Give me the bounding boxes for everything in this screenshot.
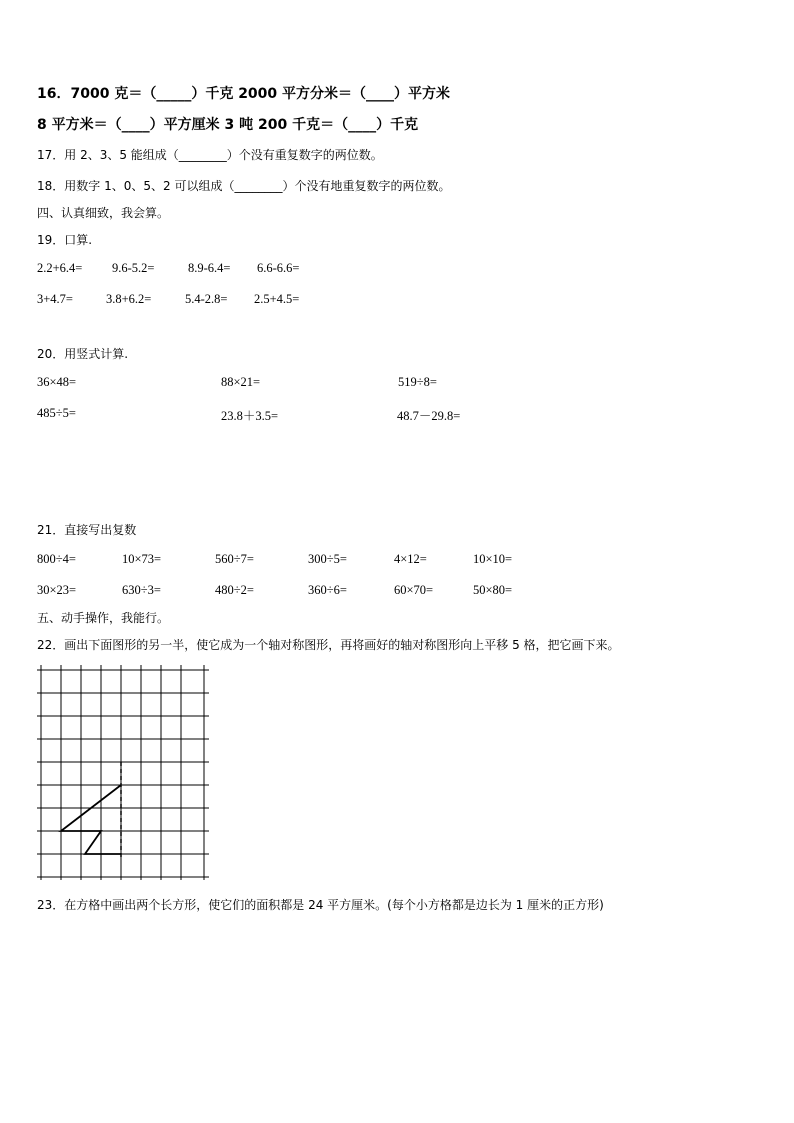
- q21-item: 800÷4=: [37, 552, 76, 566]
- q20-item: 23.8＋3.5=: [221, 409, 279, 423]
- q20-item: 48.7－29.8=: [397, 409, 461, 423]
- q16-line2: 8 平方米＝（____）平方厘米 3 吨 200 千克＝（____）千克: [37, 117, 419, 133]
- q17: 17．用 2、3、5 能组成（________）个没有重复数字的两位数。: [37, 148, 383, 162]
- q21-item: 60×70=: [394, 583, 434, 597]
- q20-title: 20．用竖式计算.: [37, 347, 129, 361]
- q19-title: 19．口算.: [37, 233, 93, 247]
- q21-item: 480÷2=: [215, 583, 254, 597]
- q20-item: 519÷8=: [398, 375, 437, 389]
- q19-item: 3.8+6.2=: [106, 292, 152, 306]
- q21-item: 30×23=: [37, 583, 77, 597]
- grid-svg: [37, 665, 209, 881]
- q19-item: 8.9-6.4=: [188, 261, 231, 275]
- q16-line1: 16．7000 克＝（_____）千克 2000 平方分米＝（____）平方米: [37, 86, 451, 102]
- q21-item: 50×80=: [473, 583, 513, 597]
- q19-item: 5.4-2.8=: [185, 292, 228, 306]
- drawing-grid[interactable]: [37, 665, 209, 885]
- q19-item: 2.5+4.5=: [254, 292, 300, 306]
- q23: 23．在方格中画出两个长方形，使它们的面积都是 24 平方厘米。(每个小方格都是边长为 1 厘米的正方形): [37, 898, 604, 912]
- q21-title: 21．直接写出复数: [37, 523, 137, 537]
- section4-heading: 四、认真细致，我会算。: [37, 206, 170, 220]
- half-figure: [61, 785, 121, 854]
- q22: 22．画出下面图形的另一半，使它成为一个轴对称图形，再将画好的轴对称图形向上平移 5 格，把它画下来。: [37, 638, 620, 652]
- q19-item: 9.6-5.2=: [112, 261, 155, 275]
- q21-item: 4×12=: [394, 552, 427, 566]
- q19-item: 2.2+6.4=: [37, 261, 83, 275]
- q21-item: 300÷5=: [308, 552, 347, 566]
- q19-item: 6.6-6.6=: [257, 261, 300, 275]
- q21-item: 10×73=: [122, 552, 162, 566]
- q21-item: 630÷3=: [122, 583, 161, 597]
- q20-item: 88×21=: [221, 375, 261, 389]
- q21-item: 360÷6=: [308, 583, 347, 597]
- q20-item: 485÷5=: [37, 406, 76, 420]
- section5-heading: 五、动手操作，我能行。: [37, 611, 170, 625]
- q18: 18．用数字 1、0、5、2 可以组成（________）个没有地重复数字的两位数。: [37, 179, 451, 193]
- q19-item: 3+4.7=: [37, 292, 73, 306]
- q21-item: 10×10=: [473, 552, 513, 566]
- q20-item: 36×48=: [37, 375, 77, 389]
- q21-item: 560÷7=: [215, 552, 254, 566]
